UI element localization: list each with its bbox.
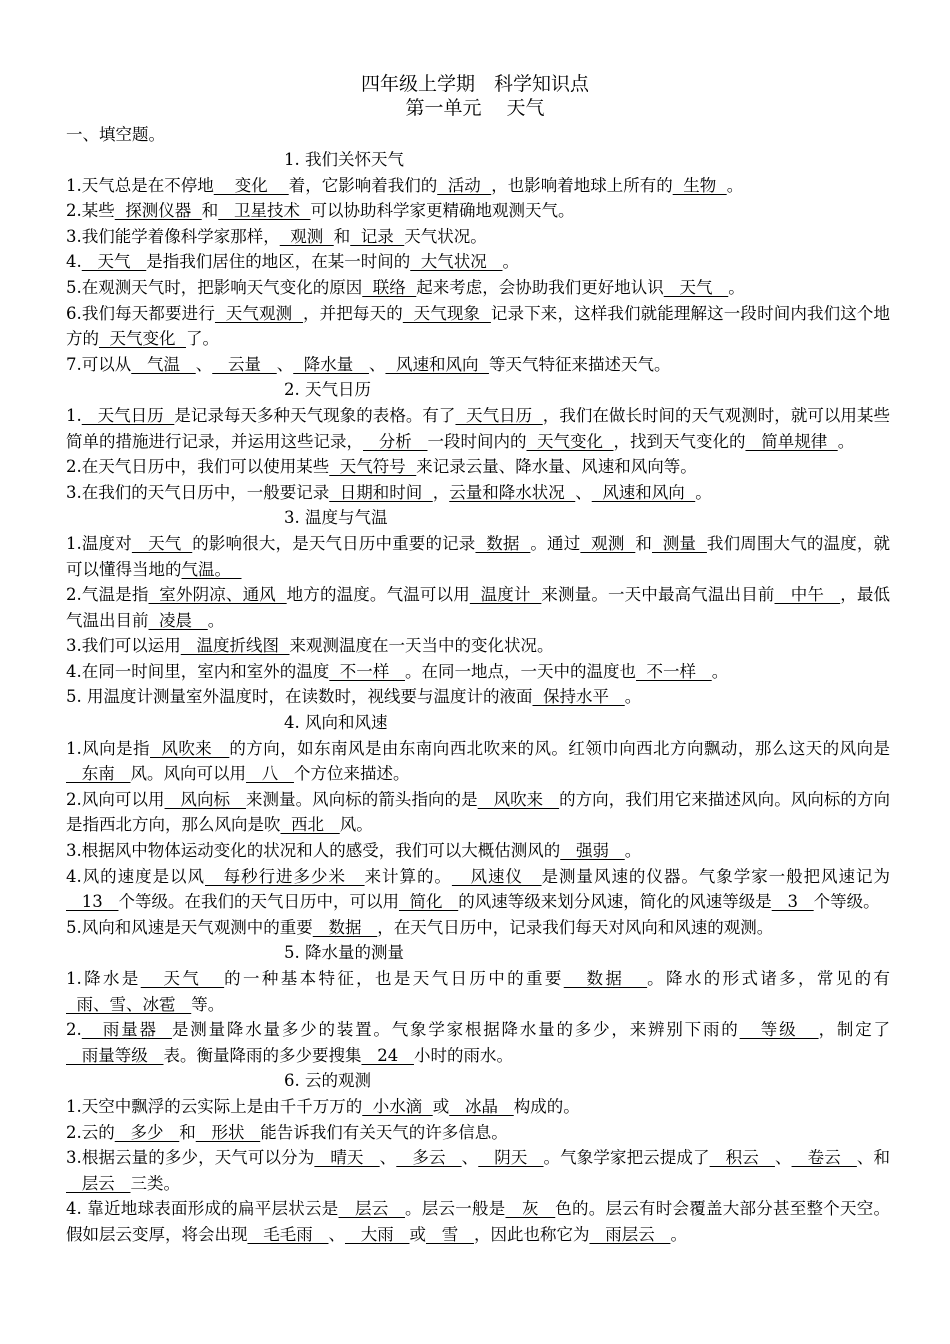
question-text: 着，它影响着我们的 bbox=[288, 175, 438, 195]
answer-blank: 西北 bbox=[280, 815, 340, 835]
answer-blank: 东南 bbox=[66, 764, 131, 784]
question-item bbox=[66, 1196, 890, 1247]
question-text: 1. bbox=[66, 405, 82, 425]
question-text: ，我们在做长时间的天气观测时，就可以用某些简单的措施进行记录，并运用这些记录， bbox=[66, 405, 891, 451]
answer-blank: 13 bbox=[66, 892, 119, 912]
question-text: 。降水的形式诸多，常见的有 bbox=[647, 969, 891, 988]
question-text: 2. bbox=[66, 1020, 82, 1040]
question-item bbox=[66, 198, 890, 224]
question-item bbox=[66, 684, 890, 710]
answer-blank: 记录 bbox=[350, 226, 405, 246]
answer-blank: 晴天 bbox=[314, 1148, 380, 1168]
question-text: 风。 bbox=[339, 815, 373, 835]
question-text: 、 bbox=[461, 1148, 479, 1168]
question-item bbox=[66, 582, 890, 633]
answer-blank: 天气变化 bbox=[526, 431, 614, 451]
question-text: 2.某些 bbox=[66, 201, 115, 221]
question-text: 地方的温度。气温可以用 bbox=[286, 585, 470, 605]
question-text: 1.风向是指 bbox=[66, 738, 150, 758]
question-item bbox=[66, 301, 890, 352]
answer-blank: 生物 bbox=[672, 175, 727, 195]
answer-blank: 24 bbox=[361, 1045, 414, 1065]
question-text: 、 bbox=[195, 354, 213, 374]
question-text: 或 bbox=[409, 1224, 426, 1244]
question-text: 个方位来描述。 bbox=[293, 764, 410, 784]
question-text: 。在同一地点，一天中的温度也 bbox=[404, 661, 636, 681]
answer-blank: 联络 bbox=[362, 277, 417, 297]
question-text: 可以协助科学家更精确地观测天气。 bbox=[310, 201, 575, 221]
answer-blank: 降水量 bbox=[293, 354, 369, 374]
question-text: 来计算的。 bbox=[364, 866, 452, 886]
answer-blank: 云量 bbox=[212, 354, 277, 374]
question-item bbox=[66, 352, 890, 378]
question-text: 。 bbox=[728, 277, 745, 297]
question-text: ，找到天气变化的 bbox=[613, 431, 746, 451]
question-text: 来记录云量、降水量、风速和风向等。 bbox=[416, 457, 697, 477]
question-text: 4.在同一时间里，室内和室外的温度 bbox=[66, 661, 330, 681]
question-text: 。 bbox=[726, 175, 744, 195]
question-text: 三类。 bbox=[130, 1173, 180, 1193]
question-text: 能告诉我们有关天气的许多信息。 bbox=[260, 1122, 508, 1142]
question-text: 5.在观测天气时，把影响天气变化的原因 bbox=[66, 277, 363, 297]
document-body bbox=[66, 147, 890, 1248]
answer-blank: 风吹来 bbox=[150, 738, 230, 758]
answer-blank: 卷云 bbox=[791, 1148, 857, 1168]
question-item bbox=[66, 1120, 890, 1146]
answer-blank: 风向标 bbox=[164, 789, 246, 809]
question-text: 2.在天气日历中，我们可以使用某些 bbox=[66, 457, 330, 477]
question-text: 的一种基本特征，也是天气日历中的重要 bbox=[224, 969, 564, 988]
answer-blank: 探测仪器 bbox=[114, 201, 202, 221]
question-item bbox=[66, 1017, 890, 1068]
question-text: 。通过 bbox=[530, 533, 581, 553]
question-text: 的方向，我们用它来描述风向。风向标的方向是指西北方向，那么风向是吹 bbox=[66, 789, 891, 835]
question-text: 4.风的速度是以风 bbox=[66, 866, 205, 886]
answer-blank: 日期和时间 bbox=[329, 482, 433, 502]
question-text: 5.风向和风速是天气观测中的重要 bbox=[66, 917, 313, 937]
question-text: 4. bbox=[66, 252, 82, 272]
answer-blank: 雨量器 bbox=[81, 1020, 172, 1040]
question-text: 、 bbox=[276, 354, 294, 374]
answer-blank: 雨层云 bbox=[589, 1224, 671, 1244]
question-item bbox=[66, 403, 890, 454]
answer-blank: 雨、雪、冰雹 bbox=[66, 994, 192, 1014]
answer-blank: 天气 bbox=[81, 252, 147, 272]
answer-blank: 风速和风向 bbox=[385, 354, 489, 374]
question-item bbox=[66, 787, 890, 838]
question-text: 等。 bbox=[191, 994, 225, 1014]
question-text: 来测量。风向标的箭头指向的是 bbox=[245, 789, 478, 809]
question-text: ，制定了 bbox=[818, 1020, 891, 1040]
question-item bbox=[66, 1094, 890, 1120]
answer-blank: 凌晨 bbox=[148, 610, 208, 630]
answer-blank: 变化 bbox=[213, 175, 289, 195]
question-text: 是指我们居住的地区，在某一时间的 bbox=[146, 252, 411, 272]
answer-blank: 分析 bbox=[363, 431, 428, 451]
question-text: 。气象学家把云提成了 bbox=[543, 1148, 710, 1168]
answer-blank: 3 bbox=[771, 892, 814, 912]
answer-blank: 阴天 bbox=[478, 1148, 544, 1168]
answer-blank: 观测 bbox=[580, 533, 636, 553]
answer-blank: 积云 bbox=[709, 1148, 775, 1168]
answer-blank: 层云 bbox=[338, 1199, 405, 1219]
question-text: 构成的。 bbox=[513, 1096, 580, 1116]
subsection-heading: 5. 降水量的测量 bbox=[284, 943, 404, 963]
answer-blank: 测量 bbox=[651, 533, 707, 553]
answer-blank: 简化 bbox=[398, 892, 459, 912]
answer-blank: 数据 bbox=[312, 917, 378, 937]
question-text: 的风速等级来划分风速，简化的风速等级是 bbox=[458, 892, 772, 912]
question-text: 。 bbox=[502, 252, 519, 272]
question-text: 。 bbox=[837, 431, 855, 451]
question-item bbox=[66, 480, 890, 506]
answer-blank: 多少 bbox=[114, 1122, 180, 1142]
answer-blank: 气温 bbox=[131, 354, 196, 374]
question-text: ，最低气温出目前 bbox=[66, 585, 891, 630]
question-text: 、和 bbox=[856, 1148, 890, 1168]
answer-blank: 天气 bbox=[140, 969, 225, 988]
answer-blank: 卫星技术 bbox=[218, 201, 311, 221]
question-text: 3.根据风中物体运动变化的状况和人的感受，我们可以大概估测风的 bbox=[66, 841, 561, 861]
answer-blank: 云量和降水状况 bbox=[449, 482, 576, 502]
question-text: 。 bbox=[711, 661, 729, 681]
question-text: 、 bbox=[379, 1148, 397, 1168]
answer-blank: 数据 bbox=[563, 969, 648, 988]
question-text: 风。风向可以用 bbox=[130, 764, 246, 784]
question-text: 个等级。在我们的天气日历中，可以用 bbox=[118, 892, 399, 912]
question-text: 1.温度对 bbox=[66, 533, 132, 553]
question-text: 、 bbox=[575, 482, 592, 502]
answer-blank: 多云 bbox=[396, 1148, 462, 1168]
answer-blank: 天气日历 bbox=[455, 405, 543, 425]
question-item bbox=[66, 454, 890, 480]
question-text: 4. 靠近地球表面形成的扁平层状云是 bbox=[66, 1199, 339, 1219]
question-text: 了。 bbox=[185, 329, 219, 349]
question-item bbox=[66, 915, 890, 941]
question-text: 。 bbox=[670, 1224, 687, 1244]
question-text: 的方向，如东南风是由东南向西北吹来的风。红领巾向西北方向飘动，那么这天的风向是 bbox=[229, 738, 890, 758]
question-text: 。 bbox=[695, 482, 712, 502]
answer-blank: 温度折线图 bbox=[180, 636, 290, 656]
question-text: 记录下来，这样我们就能理解这一段时间内我们这个地方的 bbox=[66, 303, 891, 349]
answer-blank: 天气变化 bbox=[99, 329, 186, 349]
question-text: 和 bbox=[333, 226, 351, 246]
unit-title: 第一单元 天气 bbox=[405, 97, 545, 119]
question-item bbox=[66, 531, 890, 582]
answer-blank: 保持水平 bbox=[532, 687, 625, 707]
question-text: 起来考虑，会协助我们更好地认识 bbox=[416, 277, 664, 297]
answer-blank: 天气 bbox=[663, 277, 729, 297]
answer-blank: 风速和风向 bbox=[591, 482, 696, 502]
question-text: 是记录每天多种天气现象的表格。有了 bbox=[174, 405, 456, 425]
answer-blank: 风吹来 bbox=[477, 789, 560, 809]
question-text: 2.云的 bbox=[66, 1122, 115, 1142]
question-text: 个等级。 bbox=[813, 892, 880, 912]
subsection-heading: 6. 云的观测 bbox=[284, 1071, 371, 1091]
question-text: 1.天空中飘浮的云实际上是由千千万万的 bbox=[66, 1096, 363, 1116]
answer-blank: 强弱 bbox=[560, 841, 625, 861]
question-text: 等天气特征来描述天气。 bbox=[488, 354, 671, 374]
question-item bbox=[66, 659, 890, 685]
question-text: 、 bbox=[774, 1148, 792, 1168]
answer-blank: 雪 bbox=[425, 1224, 474, 1244]
question-item bbox=[66, 173, 890, 199]
answer-blank: 毛毛雨 bbox=[247, 1224, 329, 1244]
question-text: 是测量降水量多少的装置。气象学家根据降水量的多少，来辨别下雨的 bbox=[171, 1020, 740, 1040]
question-text: 1.降水是 bbox=[66, 969, 141, 988]
answer-blank: 温度计 bbox=[469, 585, 542, 605]
question-text: 1.天气总是在不停地 bbox=[66, 175, 214, 195]
question-item bbox=[66, 966, 890, 1017]
question-text: 是测量风速的仪器。气象学家一般把风速记为 bbox=[541, 866, 890, 886]
question-text: ，在天气日历中，记录我们每天对风向和风速的观测。 bbox=[377, 917, 774, 937]
question-text: 和 bbox=[201, 201, 219, 221]
question-text: ，也影响着地球上所有的 bbox=[491, 175, 673, 195]
question-text: 和 bbox=[179, 1122, 196, 1142]
answer-blank: 活动 bbox=[437, 175, 492, 195]
answer-blank: 灰 bbox=[505, 1199, 556, 1219]
section-heading: 一、填空题。 bbox=[66, 125, 165, 144]
answer-blank: 层云 bbox=[66, 1173, 131, 1193]
answer-blank: 不一样 bbox=[635, 661, 712, 681]
answer-blank: 冰晶 bbox=[449, 1096, 514, 1116]
answer-blank: 形状 bbox=[195, 1122, 261, 1142]
question-item bbox=[66, 224, 890, 250]
answer-blank: 天气符号 bbox=[329, 457, 417, 477]
answer-blank: 天气现象 bbox=[402, 303, 491, 323]
question-text: 2.风向可以用 bbox=[66, 789, 165, 809]
answer-blank: 简单规律 bbox=[745, 431, 838, 451]
answer-blank: 等级 bbox=[739, 1020, 819, 1040]
question-text: 3.我们可以运用 bbox=[66, 636, 181, 656]
question-text: 或 bbox=[432, 1096, 450, 1116]
question-text: 。 bbox=[624, 687, 642, 707]
question-item bbox=[66, 275, 890, 301]
question-item bbox=[66, 838, 890, 864]
question-text: 来测量。一天中最高气温出目前 bbox=[541, 585, 775, 605]
question-item bbox=[66, 1145, 890, 1196]
question-text: 。 bbox=[207, 610, 225, 630]
answer-blank: 八 bbox=[245, 764, 294, 784]
question-text: 表。衡量降雨的多少要搜集 bbox=[163, 1045, 362, 1065]
question-item bbox=[66, 864, 890, 915]
answer-blank: 小水滴 bbox=[362, 1096, 433, 1116]
answer-blank: 天气观测 bbox=[214, 303, 304, 323]
question-text: 。层云一般是 bbox=[404, 1199, 506, 1219]
question-text: 、 bbox=[368, 354, 386, 374]
question-text: 来观测温度在一天当中的变化状况。 bbox=[289, 636, 554, 656]
answer-blank: 中午 bbox=[774, 585, 841, 605]
question-text: 3.在我们的天气日历中，一般要记录 bbox=[66, 482, 330, 502]
answer-blank: 大气状况 bbox=[410, 252, 503, 272]
answer-blank: 每秒行进多少米 bbox=[205, 866, 365, 886]
question-text: 一段时间内的 bbox=[427, 431, 527, 451]
question-text: 6.我们每天都要进行 bbox=[66, 303, 215, 323]
question-text: 和 bbox=[635, 533, 652, 553]
question-text: 小时的雨水。 bbox=[413, 1045, 513, 1065]
answer-blank: 气温。 bbox=[181, 559, 242, 579]
question-item bbox=[66, 736, 890, 787]
question-text: 色的。层云有时会覆盖大部分甚至整个天空。假如层云变厚，将会出现 bbox=[66, 1199, 890, 1244]
question-text: ，因此也称它为 bbox=[473, 1224, 590, 1244]
question-text: 我们周围大气的温度，就可以懂得当地的 bbox=[66, 533, 891, 579]
answer-blank: 风速仪 bbox=[451, 866, 542, 886]
answer-blank: 大雨 bbox=[344, 1224, 410, 1244]
answer-blank: 观测 bbox=[279, 226, 334, 246]
question-text: ，并把每天的 bbox=[303, 303, 403, 323]
document-title: 四年级上学期 科学知识点 bbox=[360, 73, 589, 95]
question-text: 7.可以从 bbox=[66, 354, 132, 374]
question-text: 3.我们能学着像科学家那样， bbox=[66, 226, 280, 246]
answer-blank: 室外阴凉、通风 bbox=[148, 585, 287, 605]
question-item bbox=[66, 249, 890, 275]
question-text: 。 bbox=[624, 841, 642, 861]
subsection-heading: 3. 温度与气温 bbox=[284, 508, 388, 528]
answer-blank: 数据 bbox=[475, 533, 531, 553]
question-text: 2.气温是指 bbox=[66, 585, 149, 605]
question-text: ， bbox=[432, 482, 450, 502]
answer-blank: 不一样 bbox=[329, 661, 405, 681]
question-text: 天气状况。 bbox=[404, 226, 487, 246]
question-text: 5. 用温度计测量室外温度时，在读数时，视线要与温度计的液面 bbox=[66, 687, 533, 707]
subsection-heading: 4. 风向和风速 bbox=[284, 713, 388, 733]
answer-blank: 雨量等级 bbox=[66, 1045, 164, 1065]
subsection-heading: 1. 我们关怀天气 bbox=[284, 150, 404, 169]
question-text: 、 bbox=[328, 1224, 345, 1244]
subsection-heading: 2. 天气日历 bbox=[284, 380, 371, 400]
answer-blank: 天气 bbox=[131, 533, 193, 553]
answer-blank: 天气日历 bbox=[81, 405, 175, 425]
question-text: 3.根据云量的多少，天气可以分为 bbox=[66, 1148, 315, 1168]
question-item bbox=[66, 633, 890, 659]
question-text: 的影响很大，是天气日历中重要的记录 bbox=[192, 533, 476, 553]
